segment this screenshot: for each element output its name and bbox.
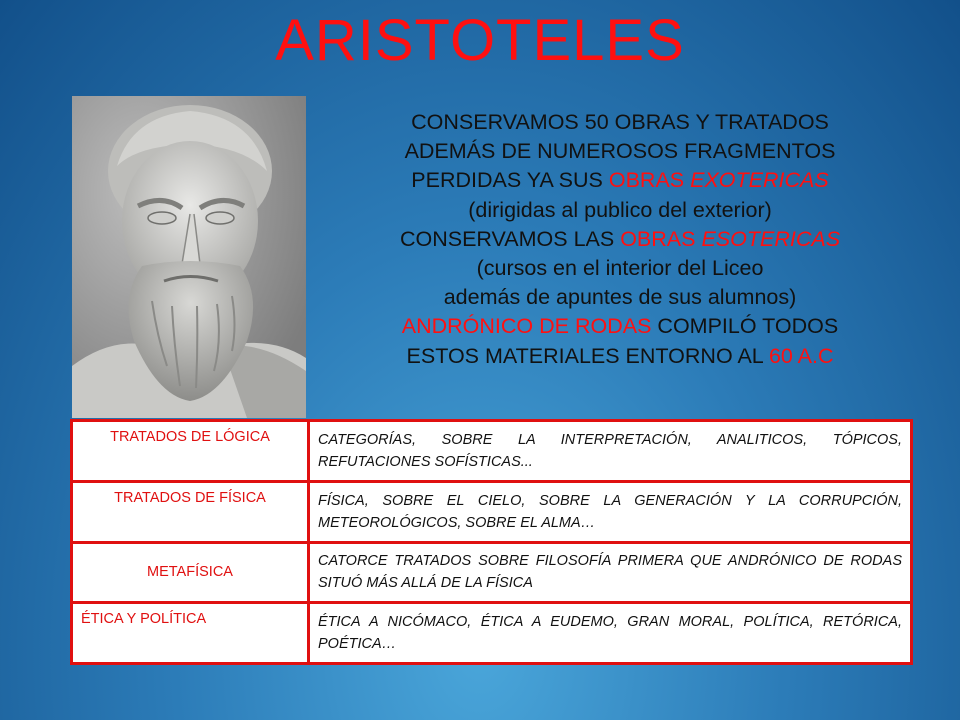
highlight-text: ANDRÓNICO DE RODAS — [401, 314, 652, 339]
works-cell: CATEGORÍAS, SOBRE LA INTERPRETACIÓN, ANALITICOS, TÓPICOS, REFUTACIONES SOFÍSTICAS... — [309, 421, 912, 482]
intro-text — [318, 108, 922, 371]
intro-line — [318, 225, 922, 254]
highlight-text: EXOTERICAS — [690, 168, 829, 193]
intro-line — [318, 312, 922, 341]
intro-line — [318, 166, 922, 195]
intro-line: (cursos en el interior del Liceo — [476, 256, 764, 281]
table-row — [72, 421, 912, 482]
highlight-text: OBRAS — [608, 168, 691, 193]
intro-line: CONSERVAMOS 50 OBRAS Y TRATADOS — [411, 110, 829, 134]
category-cell: TRATADOS DE FÍSICA — [72, 481, 309, 542]
intro-text-span: COMPILÓ TODOS — [651, 314, 839, 339]
aristotle-bust-image — [72, 96, 306, 418]
intro-line — [318, 342, 922, 371]
table-row — [72, 481, 912, 542]
highlight-text: OBRAS — [620, 226, 702, 251]
intro-text-span: CONSERVAMOS LAS — [399, 226, 621, 251]
intro-line: además de apuntes de sus alumnos) — [443, 285, 797, 310]
works-cell: CATORCE TRATADOS SOBRE FILOSOFÍA PRIMERA QUE ANDRÓNICO DE RODAS SITUÓ MÁS ALLÁ DE LA FÍSICA — [309, 542, 912, 603]
works-cell: ÉTICA A NICÓMACO, ÉTICA A EUDEMO, GRAN MORAL, POLÍTICA, RETÓRICA, POÉTICA… — [309, 603, 912, 664]
intro-line: ADEMÁS DE NUMEROSOS FRAGMENTOS — [404, 139, 836, 164]
table-row — [72, 603, 912, 664]
highlight-text: 60 A.C — [768, 343, 834, 368]
works-cell: FÍSICA, SOBRE EL CIELO, SOBRE LA GENERACIÓN Y LA CORRUPCIÓN, METEOROLÓGICOS, SOBRE EL ALMA… — [309, 481, 912, 542]
bust-illustration — [72, 96, 306, 418]
table-row — [72, 542, 912, 603]
highlight-text: ESOTERICAS — [701, 226, 841, 251]
intro-text-span: PERDIDAS YA SUS — [411, 168, 609, 193]
slide-title: ARISTOTELES — [275, 8, 685, 73]
category-cell: ÉTICA Y POLÍTICA — [72, 603, 309, 664]
category-cell: TRATADOS DE LÓGICA — [72, 421, 309, 482]
category-cell: METAFÍSICA — [72, 542, 309, 603]
intro-text-span: ESTOS MATERIALES ENTORNO AL — [406, 343, 769, 368]
works-table — [70, 419, 913, 665]
intro-line: (dirigidas al publico del exterior) — [468, 197, 772, 222]
